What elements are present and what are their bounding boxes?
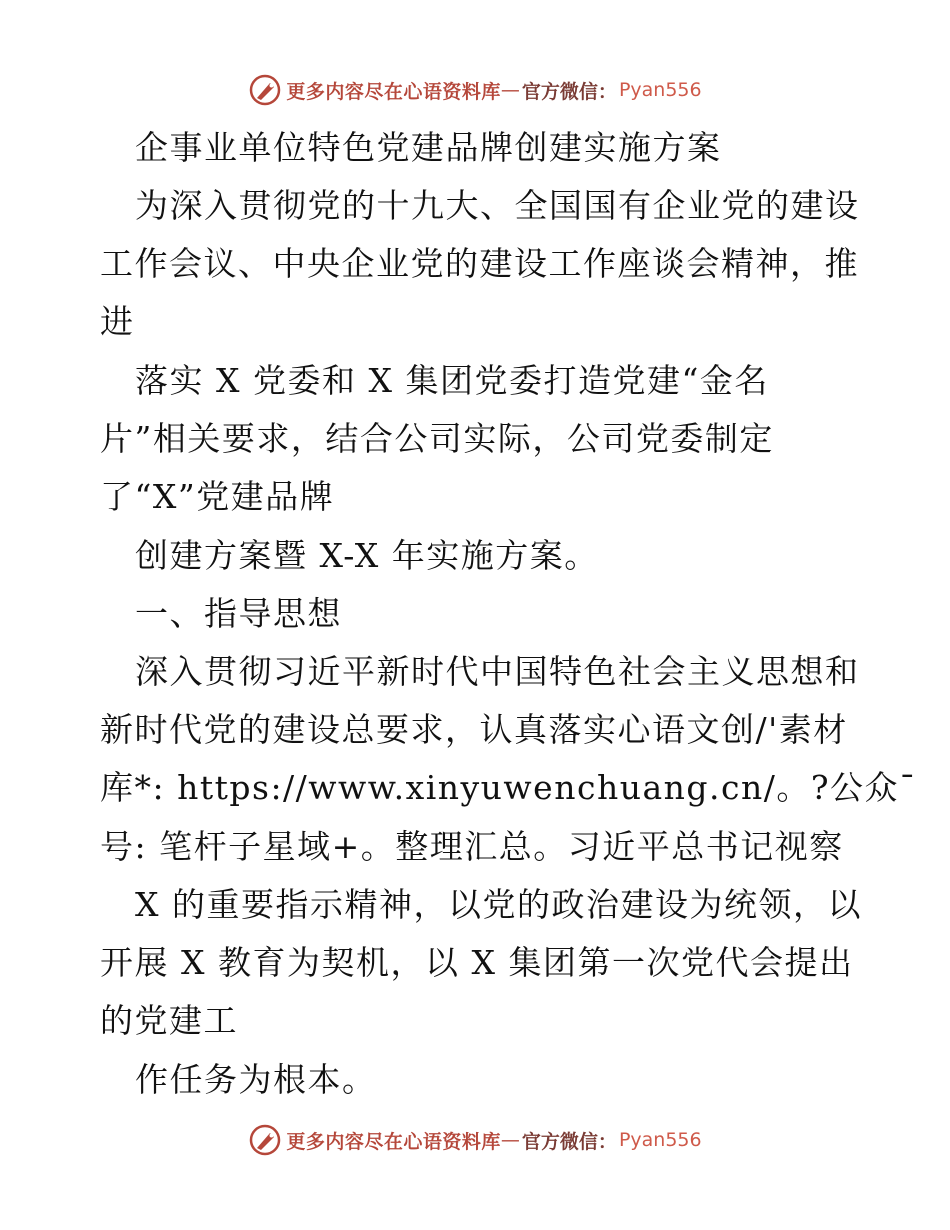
footer-banner <box>0 1122 950 1158</box>
paragraph-line: 开展 X 教育为契机，以 X 集团第一次党代会提出 <box>100 943 854 982</box>
banner-title: 更多内容尽在心语资料库 <box>286 1130 501 1153</box>
paragraph-line: 创建方案暨 X-X 年实施方案。 <box>135 536 599 575</box>
paragraph-line: 进 <box>100 302 135 341</box>
paragraph-line: 作任务为根本。 <box>135 1060 377 1099</box>
banner-dash: — <box>500 79 520 101</box>
paragraph-line: 工作会议、中央企业党的建设工作座谈会精神，推 <box>100 244 859 283</box>
paragraph-line: 了“X”党建品牌 <box>100 477 335 516</box>
pen-nib-circle-icon <box>248 73 282 107</box>
document-title: 企事业单位特色党建品牌创建实施方案 <box>135 128 722 167</box>
header-banner <box>0 72 950 108</box>
paragraph-line: 的党建工 <box>100 1001 238 1040</box>
paragraph-line: 新时代党的建设总要求，认真落实心语文创/'素材 <box>100 710 848 749</box>
paragraph-line: 为深入贯彻党的十九大、全国国有企业党的建设 <box>135 186 860 225</box>
banner-wechat-id: Pyan556 <box>618 1129 702 1151</box>
paragraph-line: 落实 X 党委和 X 集团党委打造党建“金名 <box>135 361 769 400</box>
paragraph-line: 库*: https://www.xinyuwenchuang.cn/。?公众¯ <box>100 768 918 807</box>
paragraph-line: 深入贯彻习近平新时代中国特色社会主义思想和 <box>135 652 860 691</box>
paragraph-line: X 的重要指示精神，以党的政治建设为统领，以 <box>135 885 862 924</box>
banner-wechat-id: Pyan556 <box>618 79 702 101</box>
banner-dash: — <box>500 1129 520 1151</box>
banner-wechat-label: 官方微信： <box>521 80 617 103</box>
pen-nib-circle-icon <box>248 1123 282 1157</box>
section-heading: 一、指导思想 <box>135 594 342 633</box>
paragraph-line: 片”相关要求，结合公司实际，公司党委制定 <box>100 419 774 458</box>
banner-wechat-label: 官方微信： <box>521 1130 617 1153</box>
banner-title: 更多内容尽在心语资料库 <box>286 80 501 103</box>
paragraph-line: 号: 笔杆子星域+。整理汇总。习近平总书记视察 <box>100 827 844 866</box>
